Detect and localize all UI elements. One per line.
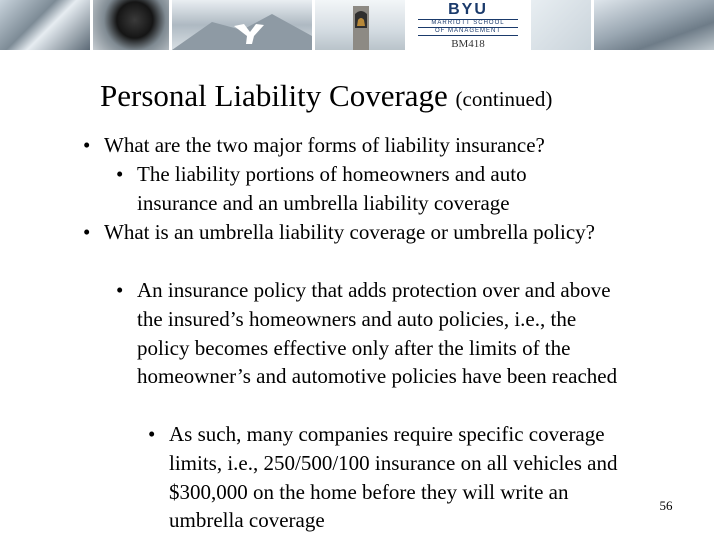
slide-title-suffix: (continued) bbox=[455, 87, 553, 111]
byu-logo-main: BYU bbox=[448, 1, 488, 18]
bullet-glyph: • bbox=[83, 133, 91, 157]
header-banner bbox=[0, 0, 720, 50]
bullet-glyph: • bbox=[116, 162, 124, 186]
header-image-flowers bbox=[531, 0, 591, 50]
y-mountain-icon bbox=[172, 0, 312, 50]
slide-title bbox=[100, 78, 552, 114]
bullet-item-level3 bbox=[148, 420, 631, 535]
slide-title-main: Personal Liability Coverage bbox=[100, 78, 448, 113]
bullet-item-level1 bbox=[83, 218, 604, 247]
bullet-text: As such, many companies require specific coverage limits, i.e., 250/500/100 insurance on all vehicles and $300,000 on the home before they will write an umbrella coverage bbox=[169, 422, 618, 533]
bullet-text: What is an umbrella liability coverage or umbrella policy? bbox=[104, 220, 595, 244]
byu-logo-sub2: OF MANAGEMENT bbox=[418, 28, 518, 36]
bullet-item-level2 bbox=[116, 160, 607, 218]
header-image-tanner-building bbox=[594, 0, 714, 50]
byu-logo-sub: MARRIOTT SCHOOL bbox=[418, 19, 518, 28]
bell-tower-icon bbox=[315, 0, 405, 50]
byu-logo bbox=[408, 2, 528, 36]
bullet-text: What are the two major forms of liability insurance? bbox=[104, 133, 545, 157]
slide-number: 56 bbox=[659, 498, 673, 513]
bullet-text: An insurance policy that adds protection over and above the insured’s homeowners and auto policies, i.e., the policy becomes effective only after the limits of the homeowner’s and automotive policies have been reached bbox=[137, 278, 618, 389]
bullet-item-level1 bbox=[83, 131, 664, 160]
bullet-text: The liability portions of homeowners and auto insurance and an umbrella liability coverage bbox=[137, 162, 527, 215]
byu-logo-tile bbox=[408, 0, 528, 50]
header-image-y-mountain bbox=[172, 0, 312, 50]
header-image-bell-tower bbox=[315, 0, 405, 50]
header-image-statue bbox=[93, 0, 169, 50]
bullet-glyph: • bbox=[83, 220, 91, 244]
header-image-building bbox=[0, 0, 90, 50]
course-code: BM418 bbox=[451, 38, 485, 50]
bullet-glyph: • bbox=[148, 422, 156, 446]
bullet-item-level2 bbox=[116, 276, 627, 391]
bullet-glyph: • bbox=[116, 278, 124, 302]
